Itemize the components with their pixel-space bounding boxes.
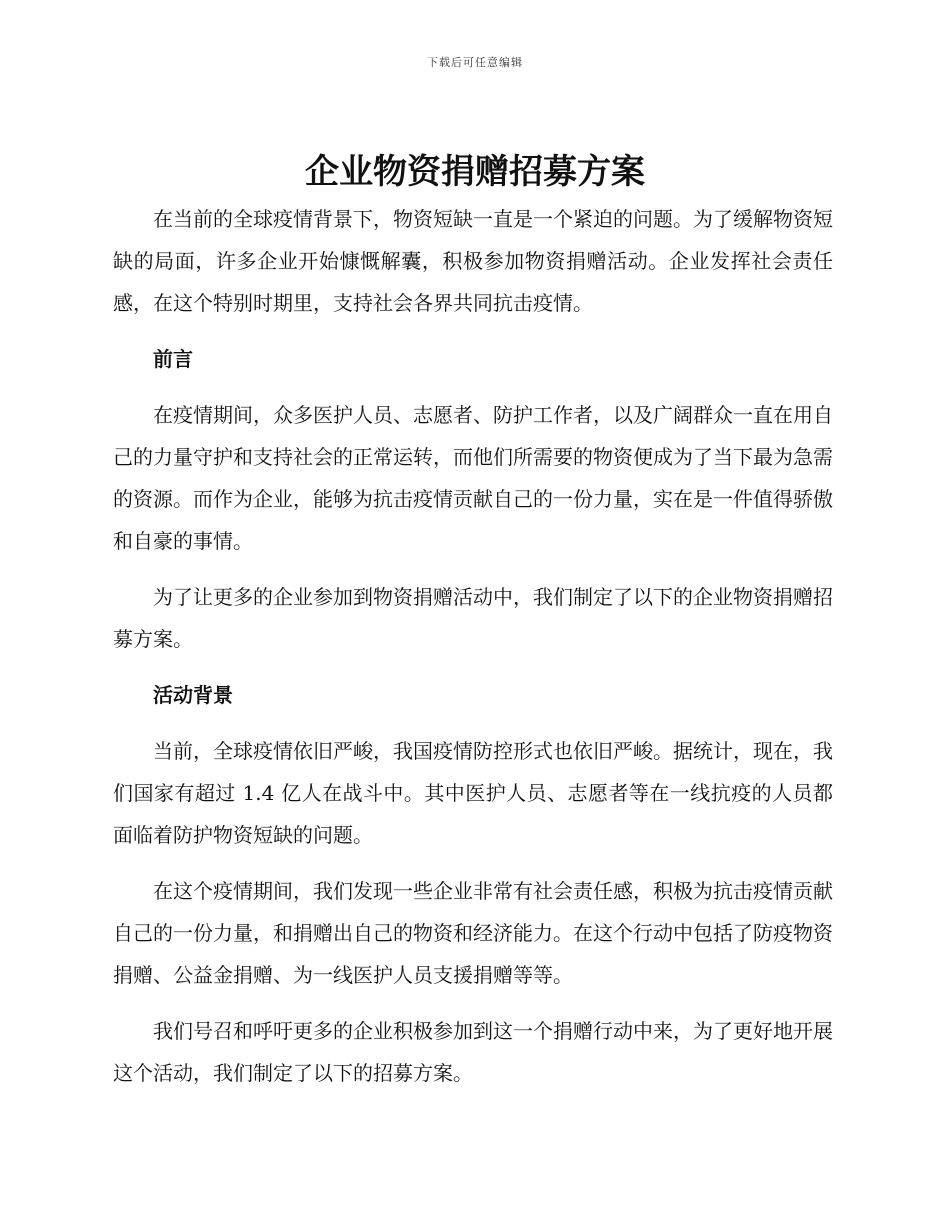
document-title: 企业物资捐赠招募方案 [305,152,645,192]
background-paragraph-1: 当前，全球疫情依旧严峻，我国疫情防控形式也依旧严峻。据统计，现在，我们国家有超过 1.4 亿人在战斗中。其中医护人员、志愿者等在一线抗疫的人员都面临着防护物资短缺的问题。 [113,739,833,847]
background-paragraph-2: 在这个疫情期间，我们发现一些企业非常有社会责任感，积极为抗击疫情贡献自己的一份力量，和捐赠出自己的物资和经济能力。在这个行动中包括了防疫物资捐赠、公益金捐赠、为一线医护人员支援捐赠等等。 [113,879,833,987]
preface-paragraph-1: 在疫情期间，众多医护人员、志愿者、防护工作者，以及广阔群众一直在用自己的力量守护和支持社会的正常运转，而他们所需要的物资便成为了当下最为急需的资源。而作为企业，能够为抗击疫情贡献自己的一份力量，实在是一件值得骄傲和自豪的事情。 [113,403,833,553]
section-heading-background: 活动背景 [153,683,233,707]
intro-paragraph: 在当前的全球疫情背景下，物资短缺一直是一个紧迫的问题。为了缓解物资短缺的局面，许多企业开始慷慨解囊，积极参加物资捐赠活动。企业发挥社会责任感，在这个特别时期里，支持社会各界共同抗击疫情。 [113,207,833,315]
page-header-note: 下载后可任意编辑 [427,56,523,69]
document-body [113,198,833,1108]
section-heading-preface: 前言 [153,347,193,371]
background-paragraph-3: 我们号召和呼吁更多的企业积极参加到这一个捐赠行动中来，为了更好地开展这个活动，我们制定了以下的招募方案。 [113,1019,833,1085]
preface-paragraph-2: 为了让更多的企业参加到物资捐赠活动中，我们制定了以下的企业物资捐赠招募方案。 [113,585,833,651]
